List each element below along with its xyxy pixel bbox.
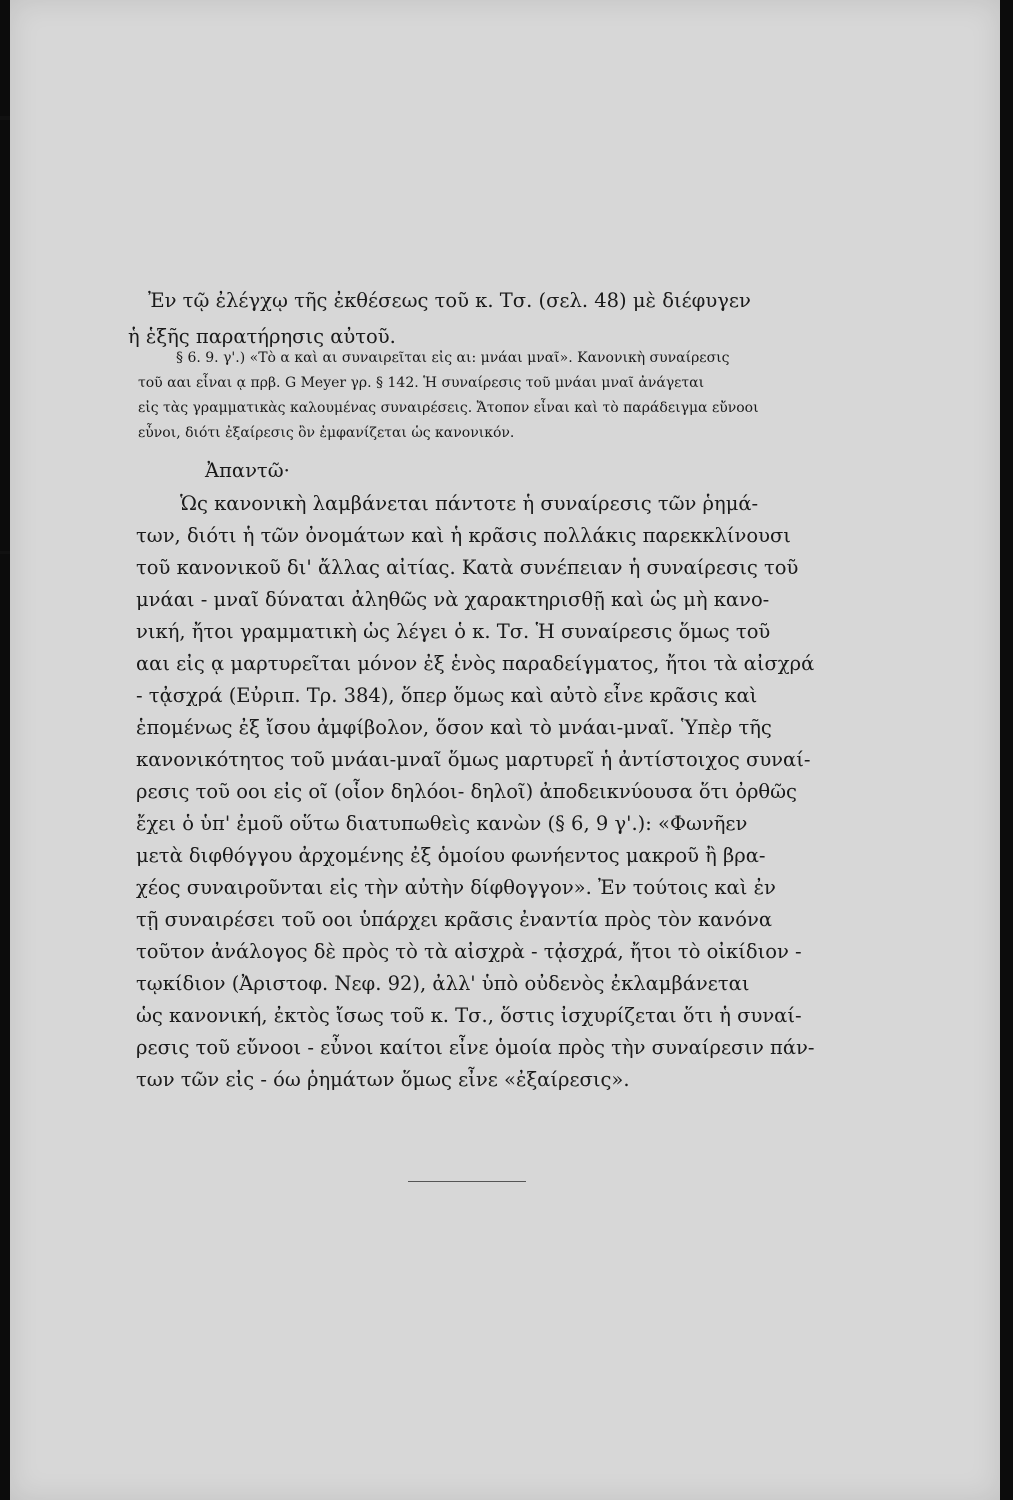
quote-line: εὖνοι, διότι ἐξαίρεσις ὂν ἐμφανίζεται ὡς κανονικόν.: [138, 425, 515, 441]
body-line: - τᾀσχρά (Εὐριπ. Τρ. 384), ὅπερ ὅμως καὶ αὐτὸ εἶνε κρᾶσις καὶ: [136, 684, 758, 707]
margin-mark: [0, 551, 10, 554]
quote-line: εἰς τὰς γραμματικὰς καλουμένας συναιρέσεις. Ἄτοπον εἶναι καὶ τὸ παράδειγμα εὔνοοι: [138, 400, 759, 416]
answer-heading: Ἀπαντῶ·: [205, 459, 290, 482]
body-line: ρεσις τοῦ εὔνοοι - εὖνοι καίτοι εἶνε ὁμοία πρὸς τὴν συναίρεσιν πάν-: [136, 1036, 815, 1059]
closing-rule: [408, 1181, 526, 1182]
body-line: μετὰ διφθόγγου ἀρχομένης ἐξ ὁμοίου φωνήεντος μακροῦ ἢ βρα-: [136, 844, 766, 867]
body-line: ἑπομένως ἐξ ἴσου ἀμφίβολον, ὅσον καὶ τὸ μνάαι-μναῖ. Ὑπὲρ τῆς: [136, 716, 772, 739]
body-line: των, διότι ἡ τῶν ὀνομάτων καὶ ἡ κρᾶσις πολλάκις παρεκκλίνουσι: [136, 524, 791, 547]
intro-paragraph: [128, 283, 818, 355]
quoted-passage: [138, 346, 818, 446]
intro-line: Ἐν τῷ ἐλέγχῳ τῆς ἐκθέσεως τοῦ κ. Τσ. (σελ. 48) μὲ διέφυγεν: [148, 289, 751, 312]
body-line: των τῶν εἰς - όω ῥημάτων ὅμως εἶνε «ἐξαίρεσις».: [136, 1068, 630, 1091]
body-line: τῇ συναιρέσει τοῦ οοι ὑπάρχει κρᾶσις ἐναντία πρὸς τὸν κανόνα: [136, 908, 773, 931]
body-line: ὡς κανονική, ἐκτὸς ἴσως τοῦ κ. Τσ., ὅστις ἰσχυρίζεται ὅτι ἡ συναί-: [136, 1004, 802, 1027]
intro-line: ἡ ἑξῆς παρατήρησις αὐτοῦ.: [128, 325, 396, 348]
body-line: μνάαι - μναῖ δύναται ἀληθῶς νὰ χαρακτηρισθῇ καὶ ὡς μὴ κανο-: [136, 588, 770, 611]
answer-paragraph: [136, 488, 826, 1096]
body-line: κανονικότητος τοῦ μνάαι-μναῖ ὅμως μαρτυρεῖ ἡ ἀντίστοιχος συναί-: [136, 748, 811, 771]
body-line: Ὡς κανονικὴ λαμβάνεται πάντοτε ἡ συναίρεσις τῶν ῥημά-: [180, 492, 759, 515]
body-line: τοῦ κανονικοῦ δι' ἄλλας αἰτίας. Κατὰ συνέπειαν ἡ συναίρεσις τοῦ: [136, 556, 799, 579]
body-line: ἔχει ὁ ὑπ' ἐμοῦ οὕτω διατυπωθεὶς κανὼν (§ 6, 9 γ'.): «Φωνῆεν: [136, 812, 748, 835]
body-line: χέος συναιροῦνται εἰς τὴν αὐτὴν δίφθογγον». Ἐν τούτοις καὶ ἐν: [136, 876, 776, 899]
body-line: τοῦτον ἀνάλογος δὲ πρὸς τὸ τὰ αἰσχρὰ - τᾀσχρά, ἤτοι τὸ οἰκίδιον -: [136, 940, 802, 963]
body-line: ρεσις τοῦ οοι εἰς οῖ (οἷον δηλόοι- δηλοῖ) ἀποδεικνύουσα ὅτι ὀρθῶς: [136, 780, 797, 803]
quote-line: τοῦ ααι εἶναι ᾳ πρβ. G Meyer γρ. § 142. Ἡ συναίρεσις τοῦ μνάαι μναῖ ἀνάγεται: [138, 375, 705, 391]
margin-mark: [0, 116, 10, 120]
quote-line: § 6. 9. γ'.) «Τὸ α καὶ αι συναιρεῖται εἰς αι: μνάαι μναῖ». Κανονικὴ συναίρεσις: [176, 350, 730, 366]
page-edge: [1000, 0, 1013, 1500]
body-line: τῳκίδιον (Ἀριστοφ. Νεφ. 92), ἀλλ' ὑπὸ οὐδενὸς ἐκλαμβάνεται: [136, 972, 750, 995]
body-line: ααι εἰς ᾳ μαρτυρεῖται μόνον ἐξ ἑνὸς παραδείγματος, ἤτοι τὰ αἰσχρά: [136, 652, 815, 675]
body-line: νική, ἤτοι γραμματικὴ ὡς λέγει ὁ κ. Τσ. Ἡ συναίρεσις ὅμως τοῦ: [136, 620, 771, 643]
